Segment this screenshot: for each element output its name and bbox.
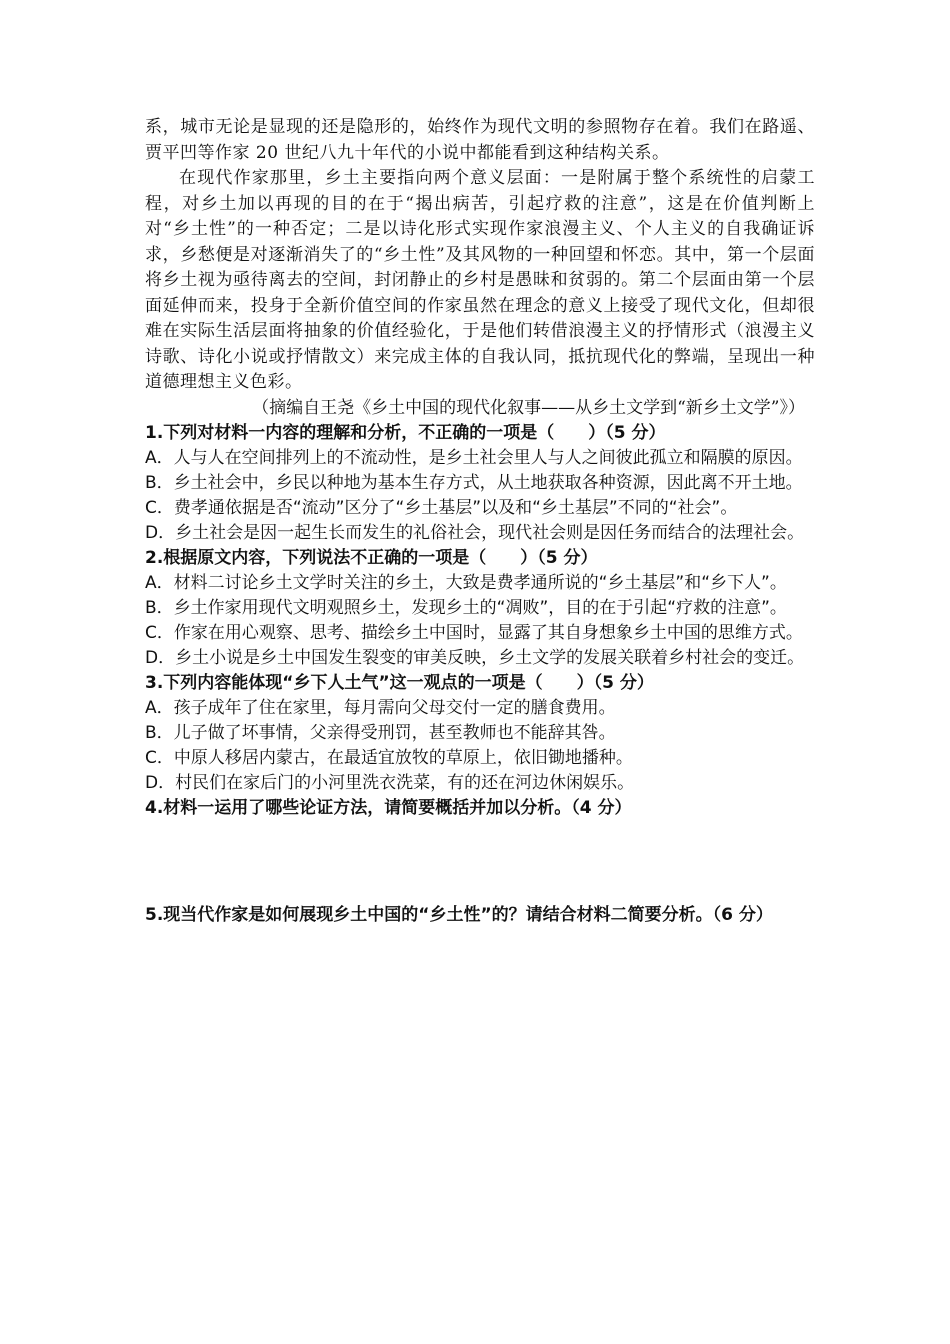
question-5-stem: 5.现当代作家是如何展现乡土中国的“乡土性”的？请结合材料二简要分析。（6 分）	[145, 905, 773, 925]
question-3-option-d: D．村民们在家后门的小河里洗衣洗菜，有的还在河边休闲娱乐。	[145, 773, 635, 793]
document-page	[145, 115, 815, 928]
passage-paragraph-1: 系，城市无论是显现的还是隐形的，始终作为现代文明的参照物存在着。我们在路遥、贾平凹等作家 20 世纪八九十年代的小说中都能看到这种结构关系。	[145, 117, 815, 163]
question-2-option-d: D．乡土小说是乡土中国发生裂变的审美反映，乡土文学的发展关联着乡村社会的变迁。	[145, 648, 805, 668]
question-1-stem: 1.下列对材料一内容的理解和分析，不正确的一项是（ ）（5 分）	[145, 423, 666, 443]
question-2-option-c: C．作家在用心观察、思考、描绘乡土中国时，显露了其自身想象乡土中国的思维方式。	[145, 623, 803, 643]
passage-paragraph-2: 在现代作家那里，乡土主要指向两个意义层面：一是附属于整个系统性的启蒙工程，对乡土加以再现的目的在于“揭出病苦，引起疗救的注意”，这是在价值判断上对“乡土性”的一种否定；二是以诗化形式实现作家浪漫主义、个人主义的自我确证诉求，乡愁便是对逐渐消失了的“乡土性”及其风物的一种回望和怀恋。其中，第一个层面将乡土视为亟待离去的空间，封闭静止的乡村是愚昧和贫弱的。第二个层面由第一个层面延伸而来，投身于全新价值空间的作家虽然在理念的意义上接受了现代文化，但却很难在实际生活层面将抽象的价值经验化，于是他们转借浪漫主义的抒情形式（浪漫主义诗歌、诗化小说或抒情散文）来完成主体的自我认同，抵抗现代化的弊端，呈现出一种道德理想主义色彩。	[145, 168, 815, 392]
question-1-option-d: D．乡土社会是因一起生长而发生的礼俗社会，现代社会则是因任务而结合的法理社会。	[145, 523, 805, 543]
question-1-option-c: C．费孝通依据是否“流动”区分了“乡土基层”以及和“乡土基层”不同的“社会”。	[145, 498, 738, 518]
question-3-option-c: C．中原人移居内蒙古，在最适宜放牧的草原上，依旧锄地播种。	[145, 748, 633, 768]
question-2-option-a: A．材料二讨论乡土文学时关注的乡土，大致是费孝通所说的“乡土基层”和“乡下人”。	[145, 573, 787, 593]
question-2-option-b: B．乡土作家用现代文明观照乡土，发现乡土的“凋败”，目的在于引起“疗救的注意”。	[145, 598, 787, 618]
question-4-stem: 4.材料一运用了哪些论证方法，请简要概括并加以分析。（4 分）	[145, 798, 632, 818]
answer-space-q4	[145, 821, 815, 903]
question-1-option-b: B．乡土社会中，乡民以种地为基本生存方式，从土地获取各种资源，因此离不开土地。	[145, 473, 803, 493]
question-3-stem: 3.下列内容能体现“乡下人土气”这一观点的一项是（ ）（5 分）	[145, 673, 654, 693]
question-3-option-b: B．儿子做了坏事情，父亲得受刑罚，甚至教师也不能辞其咎。	[145, 723, 616, 743]
passage-source: （摘编自王尧《乡土中国的现代化叙事——从乡土文学到“新乡土文学”》）	[252, 397, 805, 418]
question-3-option-a: A．孩子成年了住在家里，每月需向父母交付一定的膳食费用。	[145, 698, 616, 718]
question-2-stem: 2.根据原文内容，下列说法不正确的一项是（ ）（5 分）	[145, 548, 598, 568]
question-1-option-a: A．人与人在空间排列上的不流动性，是乡土社会里人与人之间彼此孤立和隔膜的原因。	[145, 448, 803, 468]
